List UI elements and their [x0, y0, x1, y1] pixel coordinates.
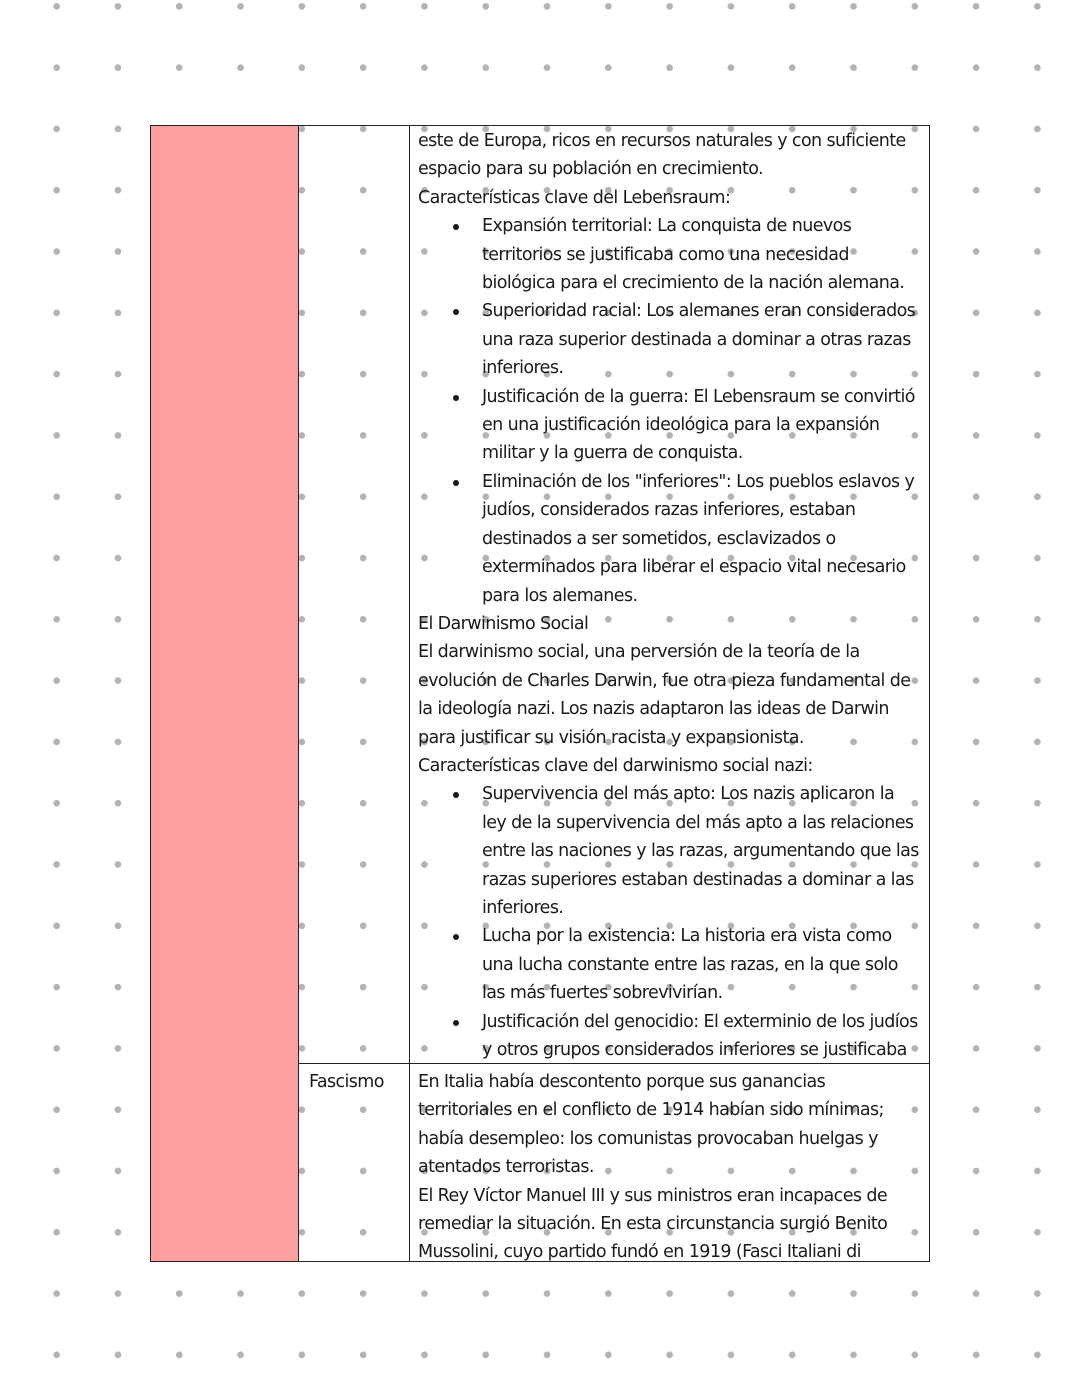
bullet-item: Eliminación de los "inferiores": Los pueblos eslavos y judíos, considerados razas inferiores, estaban destinados a ser sometidos, esclavizados o exterminados para liberar el espacio vital necesario para los alemanes.: [482, 468, 923, 610]
bullet-item: Superioridad racial: Los alemanes eran considerados una raza superior destinada a dominar a otras razas inferiores.: [482, 297, 923, 382]
bullet-item: Justificación del genocidio: El exterminio de los judíos y otros grupos considerados inferiores se justificaba: [482, 1008, 923, 1063]
bullet-list: [418, 780, 923, 1063]
concept-cell-fascismo: [299, 1063, 410, 1261]
paragraph: Características clave del Lebensraum:: [418, 187, 731, 208]
bullet-item: Expansión territorial: La conquista de nuevos territorios se justificaba como una necesidad biológica para el crecimiento de la nación alemana.: [482, 212, 923, 297]
concept-cell: [299, 126, 410, 1063]
bullet-list: [418, 212, 923, 610]
highlight-color-column: [151, 126, 299, 1261]
paragraph: El Darwinismo Social: [418, 613, 589, 634]
paragraph: El darwinismo social, una perversión de la teoría de la evolución de Charles Darwin, fue otra pieza fundamental de la ideología nazi. Los nazis adaptaron las ideas de Darwin para justificar su visión racista y expansionista.: [418, 642, 911, 748]
bullet-item: Supervivencia del más apto: Los nazis aplicaron la ley de la supervivencia del más apto a las relaciones entre las naciones y las razas, argumentando que las razas superiores estaban destinadas a dominar a las inferiores.: [482, 780, 923, 922]
paragraph: En Italia había descontento porque sus ganancias territoriales en el conflicto de 1914 habían sido mínimas; había desempleo: los comunistas provocaban huelgas y atentados terroristas.: [418, 1072, 884, 1178]
notes-table: [150, 125, 930, 1262]
concept-label: Fascismo: [309, 1072, 384, 1092]
bullet-item: Justificación de la guerra: El Lebensraum se convirtió en una justificación ideológica para la expansión militar y la guerra de conquista.: [482, 383, 923, 468]
bullet-item: Lucha por la existencia: La historia era vista como una lucha constante entre las razas, en la que solo las más fuertes sobrevivirían.: [482, 922, 923, 1007]
content-cell-fascismo: [410, 1063, 929, 1261]
paragraph: El Rey Víctor Manuel III y sus ministros eran incapaces de remediar la situación. En esta circunstancia surgió Benito Mussolini, cuyo partido fundó en 1919 (Fasci Italiani di: [418, 1185, 888, 1261]
paragraph: este de Europa, ricos en recursos naturales y con suficiente espacio para su población en crecimiento.: [418, 131, 906, 180]
content-cell-lebensraum: [410, 126, 929, 1063]
paragraph: Características clave del darwinismo social nazi:: [418, 755, 813, 776]
